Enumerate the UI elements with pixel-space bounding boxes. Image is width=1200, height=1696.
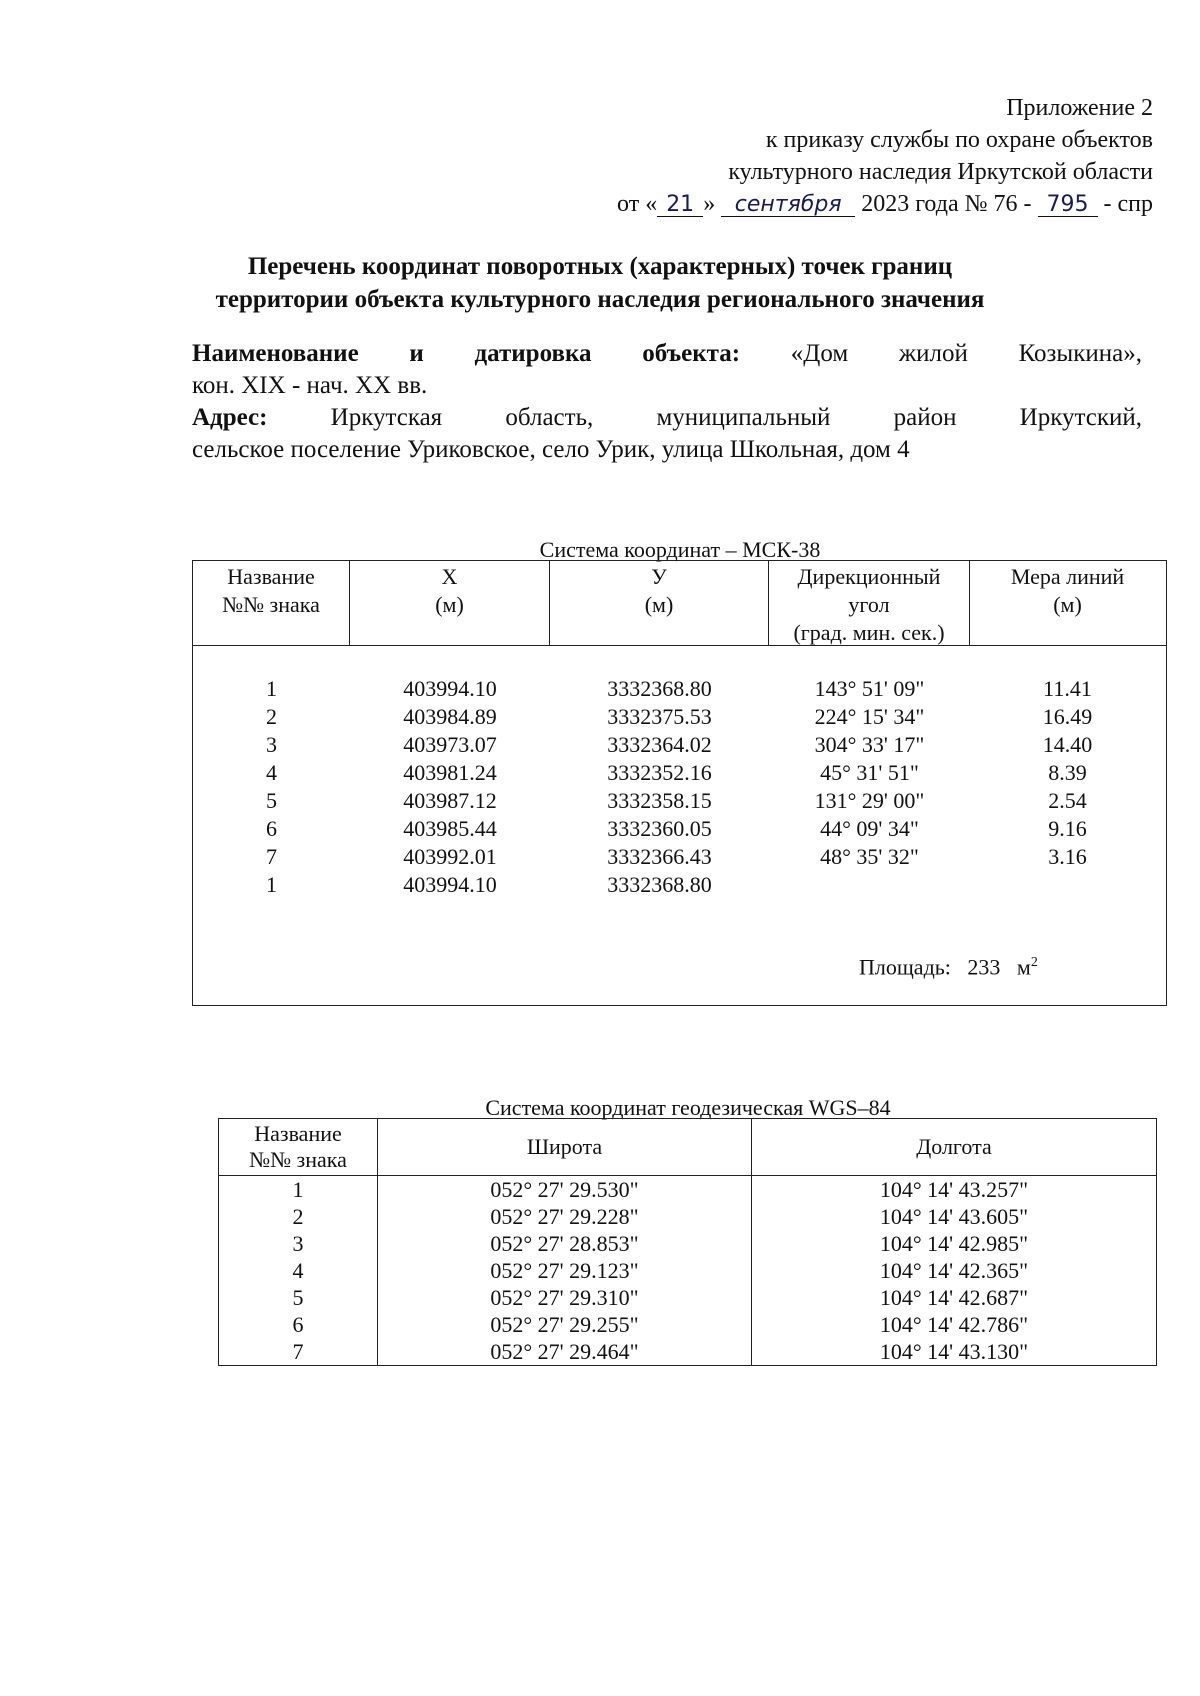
header-y: У (м): [550, 561, 769, 645]
table-row: 4 052° 27' 29.123" 104° 14' 42.365": [219, 1257, 1157, 1284]
table-row: 5 052° 27' 29.310" 104° 14' 42.687": [219, 1284, 1157, 1311]
wgs-table-header: [219, 1119, 1157, 1176]
header-point-name: Название №№ знака: [219, 1119, 378, 1176]
header-line-length: Мера линий (м): [1010, 564, 1125, 617]
object-name-line: Наименование и датировка объекта: «Дом жилой Козыкина»,: [192, 340, 1142, 367]
header-point-name: Название №№ знака: [193, 561, 350, 645]
address-line: Адрес: Иркутская область, муниципальный район Иркутский,: [192, 404, 1142, 431]
appendix-number: Приложение 2: [1006, 95, 1153, 121]
table-row: 3 052° 27' 28.853" 104° 14' 42.985": [219, 1230, 1157, 1257]
msk-table-header: [193, 561, 1166, 646]
address-continued: сельское поселение Уриковское, село Урик, улица Школьная, дом 4: [192, 436, 910, 463]
table-row: 6 403985.44 3332360.05 44° 09' 34" 9.16: [266, 816, 1087, 841]
header-longitude: Долгота: [752, 1119, 1157, 1176]
table-row: 7 403992.01 3332366.43 48° 35' 32" 3.16: [266, 844, 1087, 869]
wgs-caption: Система координат геодезическая WGS–84: [485, 1095, 891, 1120]
header-latitude: Широта: [378, 1119, 752, 1176]
table-row: 1 403994.10 3332368.80: [266, 872, 712, 897]
order-authority: культурного наследия Иркутской области: [728, 159, 1153, 185]
object-dating: кон. XIX - нач. XX вв.: [192, 372, 428, 399]
handwritten-day: 21: [657, 194, 703, 217]
table-row: 4 403981.24 3332352.16 45° 31' 51" 8.39: [266, 760, 1087, 785]
appendix-header: [453, 92, 1153, 220]
table-row: 1 052° 27' 29.530" 104° 14' 43.257": [219, 1176, 1157, 1204]
order-date-line: от « 21 » сентября 2023 года № 76 - 795 - спр: [617, 191, 1153, 217]
msk-caption: Система координат – МСК-38: [539, 537, 821, 562]
order-year-number: 2023 года № 76 -: [861, 191, 1032, 217]
handwritten-order-number: 795: [1038, 194, 1098, 217]
msk-coordinates-table: [192, 560, 1167, 1006]
table-row: 2 052° 27' 29.228" 104° 14' 43.605": [219, 1203, 1157, 1230]
table-row: 7 052° 27' 29.464" 104° 14' 43.130": [219, 1338, 1157, 1366]
table-row: 3 403973.07 3332364.02 304° 33' 17" 14.40: [266, 732, 1093, 757]
area-value: Площадь: 233 $м^2$: [859, 954, 1038, 980]
handwritten-month: сентября: [721, 194, 855, 217]
header-x: X (м): [350, 561, 550, 645]
order-reference: к приказу службы по охране объектов: [765, 127, 1153, 153]
table-row: 2 403984.89 3332375.53 224° 15' 34" 16.49: [266, 704, 1093, 729]
wgs-coordinates-table: [218, 1118, 1157, 1366]
object-info: [192, 338, 1142, 466]
table-row: 1 403994.10 3332368.80 143° 51' 09" 11.41: [266, 676, 1092, 701]
table-row: 5 403987.12 3332358.15 131° 29' 00" 2.54: [266, 788, 1087, 813]
header-direction-angle: Дирекционный угол (град. мин. сек.): [769, 561, 970, 645]
table-row: 6 052° 27' 29.255" 104° 14' 42.786": [219, 1311, 1157, 1338]
document-title: Перечень координат поворотных (характерных) точек границ территории объекта культурного наследия регионального значения: [215, 253, 985, 313]
